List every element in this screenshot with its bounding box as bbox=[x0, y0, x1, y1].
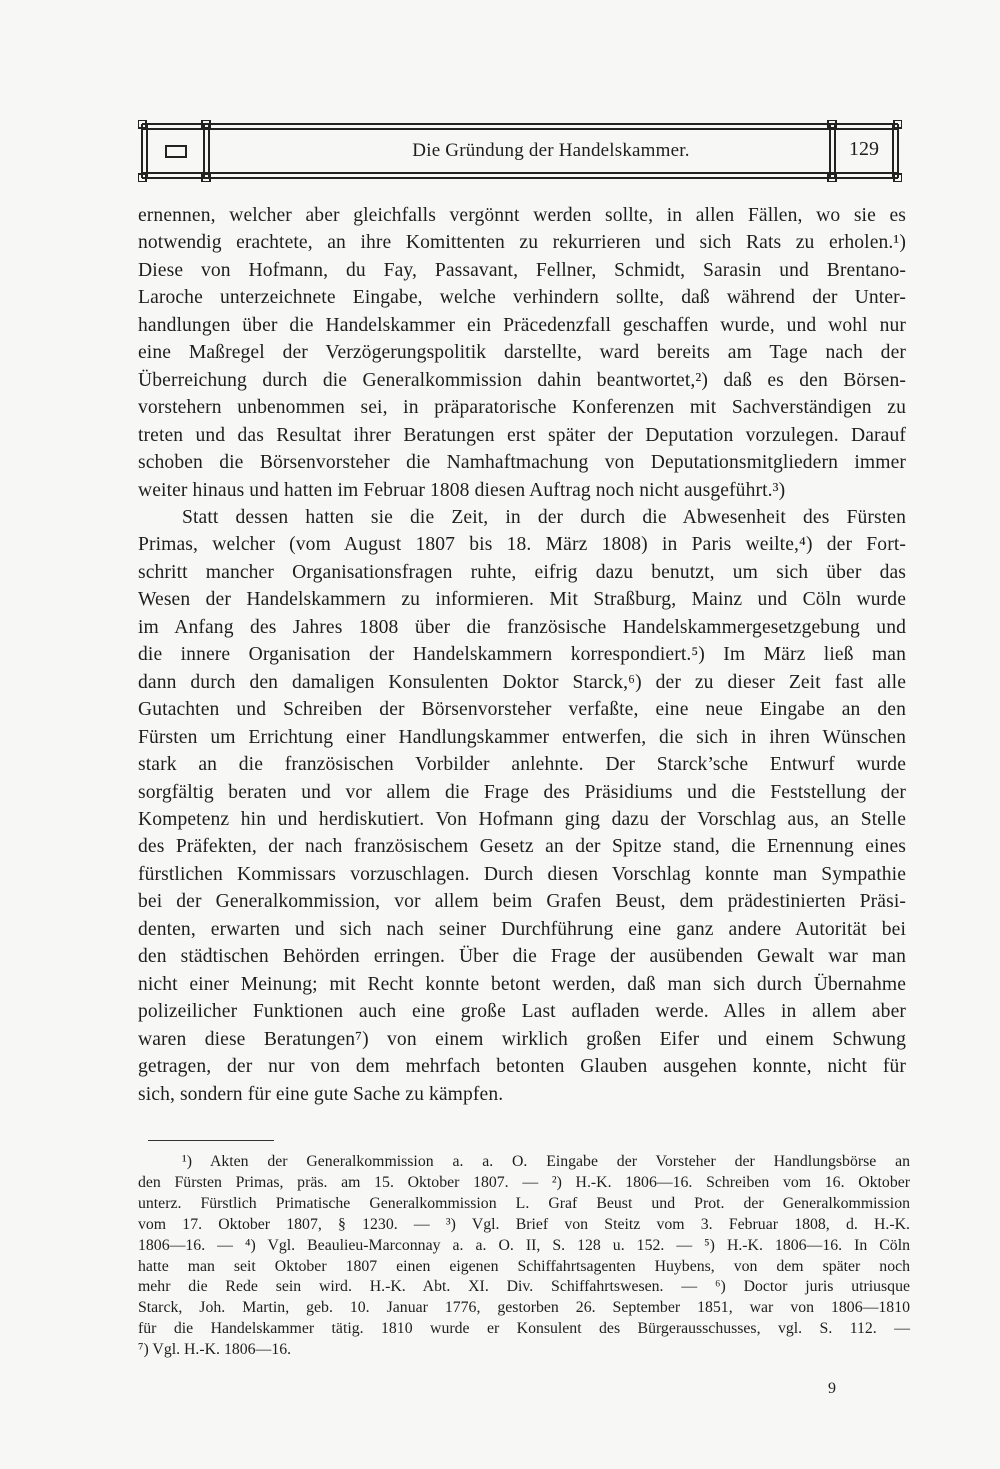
footnote-line: Starck, Joh. Martin, geb. 10. Januar 1776, gestorben 26. September 1851, war von 1806—1810 bbox=[138, 1299, 910, 1317]
text-line: Laroche unterzeichnete Eingabe, welche verhindern sollte, daß während der Unter- bbox=[138, 287, 906, 309]
page-number: 129 bbox=[849, 138, 879, 160]
text-line: des Präfekten, der nach französischem Gesetz an der Spitze stand, die Ernennung eines bbox=[138, 836, 906, 858]
footnote-line: mehr die Rede sein wird. H.-K. Abt. XI. Div. Schiffahrtswesen. — ⁶) Doctor juris utriusque bbox=[138, 1278, 910, 1296]
text-line: bei der Generalkommission, vor allem beim Grafen Beust, dem prädestinierten Präsi- bbox=[138, 891, 906, 913]
text-line: Überreichung durch die Generalkommission dahin beantwortet,²) daß es den Börsen- bbox=[138, 369, 906, 391]
footnote-divider bbox=[148, 1140, 274, 1141]
text-line: fürstlichen Kommissars vorzuschlagen. Durch diesen Vorschlag konnte man Sympathie bbox=[138, 863, 906, 885]
footnote-line: ⁷) Vgl. H.-K. 1806—16. bbox=[138, 1341, 292, 1359]
text-line: waren diese Beratungen⁷) von einem wirklich großen Eifer und einem Schwung bbox=[138, 1028, 906, 1050]
text-line: getragen, der nur von dem mehrfach betonten Glauben ausgehen konnte, nicht für bbox=[138, 1056, 906, 1078]
paragraph-2 bbox=[138, 504, 906, 1108]
text-line: Fürsten um Errichtung einer Handlungskammer entwerfen, die sich in ihren Wünschen bbox=[138, 726, 906, 748]
text-line: handlungen über die Handelskammer ein Präcedenzfall geschaffen wurde, und wohl nur bbox=[138, 314, 906, 336]
text-line: polizeilicher Funktionen auch eine große Last aufladen werde. Alles in allem aber bbox=[138, 1001, 906, 1023]
text-line: vorstehern unbenommen sei, in präparatorische Konferenzen mit Sachverständigen zu bbox=[138, 397, 906, 419]
text-line: den städtischen Behörden erringen. Über die Frage der ausübenden Gewalt war man bbox=[138, 946, 906, 968]
text-line: Kompetenz hin und herdiskutiert. Von Hofmann ging dazu der Vorschlag aus, an Stelle bbox=[138, 808, 906, 830]
paragraph-1 bbox=[138, 202, 906, 504]
text-line: denten, erwarten und sich nach seiner Durchführung eine ganz andere Autorität bei bbox=[138, 918, 906, 940]
text-line: ernennen, welcher aber gleichfalls vergönnt werden sollte, in allen Fällen, wo sie es bbox=[138, 205, 906, 226]
text-line: treten und das Resultat ihrer Beratungen erst später der Deputation vorzulegen. Darauf bbox=[138, 424, 906, 446]
text-line: eine Maßregel der Verzögerungspolitik darstellte, ward bereits am Tage nach der bbox=[138, 342, 906, 364]
text-line: Statt dessen hatten sie die Zeit, in der durch die Abwesenheit des Fürsten bbox=[182, 506, 906, 528]
text-line: nicht einer Meinung; mit Recht konnte betont werden, daß man sich durch Übernahme bbox=[138, 973, 906, 995]
text-line: im Anfang des Jahres 1808 über die französische Handelskammergesetzgebung und bbox=[138, 616, 906, 638]
text-line: Gutachten und Schreiben der Börsenvorsteher verfaßte, eine neue Eingabe an den bbox=[138, 699, 906, 721]
text-line: stark an die französischen Vorbilder anlehnte. Der Starck’sche Entwurf wurde bbox=[138, 754, 906, 776]
running-header bbox=[138, 120, 902, 182]
text-line: dann durch den damaligen Konsulenten Doktor Starck,⁶) der zu dieser Zeit fast alle bbox=[138, 671, 906, 693]
main-text bbox=[138, 202, 906, 1108]
footnote-line: vom 17. Oktober 1807, § 1230. — ³) Vgl. Brief von Steitz vom 3. Februar 1808, d. H.-K. bbox=[138, 1215, 910, 1233]
footnote-line: unterz. Fürstlich Primatische Generalkommission L. Graf Beust und Prot. der Generalkommission bbox=[138, 1194, 910, 1212]
text-line: Wesen der Handelskammern zu informieren. Mit Straßburg, Mainz und Cöln wurde bbox=[138, 589, 906, 611]
text-line: schoben die Börsenvorsteher die Namhaftmachung von Deputationsmitgliedern immer bbox=[138, 452, 906, 474]
footnote-line: für die Handelskammer tätig. 1810 wurde er Konsulent des Bürgerausschusses, vgl. S. 112. — bbox=[138, 1320, 910, 1338]
text-line: die innere Organisation der Handelskammern korrespondiert.⁵) Im März ließ man bbox=[138, 644, 906, 666]
signature-mark: 9 bbox=[828, 1380, 836, 1397]
text-line: Diese von Hofmann, du Fay, Passavant, Fellner, Schmidt, Sarasin und Brentano- bbox=[138, 259, 906, 281]
text-line: sorgfältig beraten und vor allem die Frage des Präsidiums und die Feststellung der bbox=[138, 781, 906, 803]
text-line: schritt mancher Organisationsfragen ruhte, eifrig dazu benutzt, um sich über das bbox=[138, 561, 906, 583]
footnote-line: ¹) Akten der Generalkommission a. a. O. Eingabe der Vorsteher der Handlungsbörse an bbox=[182, 1153, 910, 1170]
text-line: weiter hinaus und hatten im Februar 1808 diesen Auftrag noch nicht ausgeführt.³) bbox=[138, 479, 786, 501]
text-line: Primas, welcher (vom August 1807 bis 18. März 1808) in Paris weilte,⁴) der Fort- bbox=[138, 534, 906, 556]
footnote-line: den Fürsten Primas, präs. am 15. Oktober 1807. — ²) H.-K. 1806—16. Schreiben vom 16. Oktober bbox=[138, 1173, 910, 1191]
footnote-line: 1806—16. — ⁴) Vgl. Beaulieu-Marconnay a. a. O. II, S. 128 u. 152. — ⁵) H.-K. 1806—16. In Cöln bbox=[138, 1236, 910, 1254]
text-line: sich, sondern für eine gute Sache zu kämpfen. bbox=[138, 1083, 504, 1105]
text-line: notwendig erachtete, an ihre Komittenten zu rekurrieren und sich Rats zu erholen.¹) bbox=[138, 232, 906, 254]
footnotes bbox=[138, 1152, 910, 1361]
page-title: Die Gründung der Handelskammer. bbox=[412, 140, 690, 161]
footnote-line: hatte man seit Oktober 1807 einen eigenen Schiffahrtsagenten Huybens, von dem später noch bbox=[138, 1257, 910, 1275]
